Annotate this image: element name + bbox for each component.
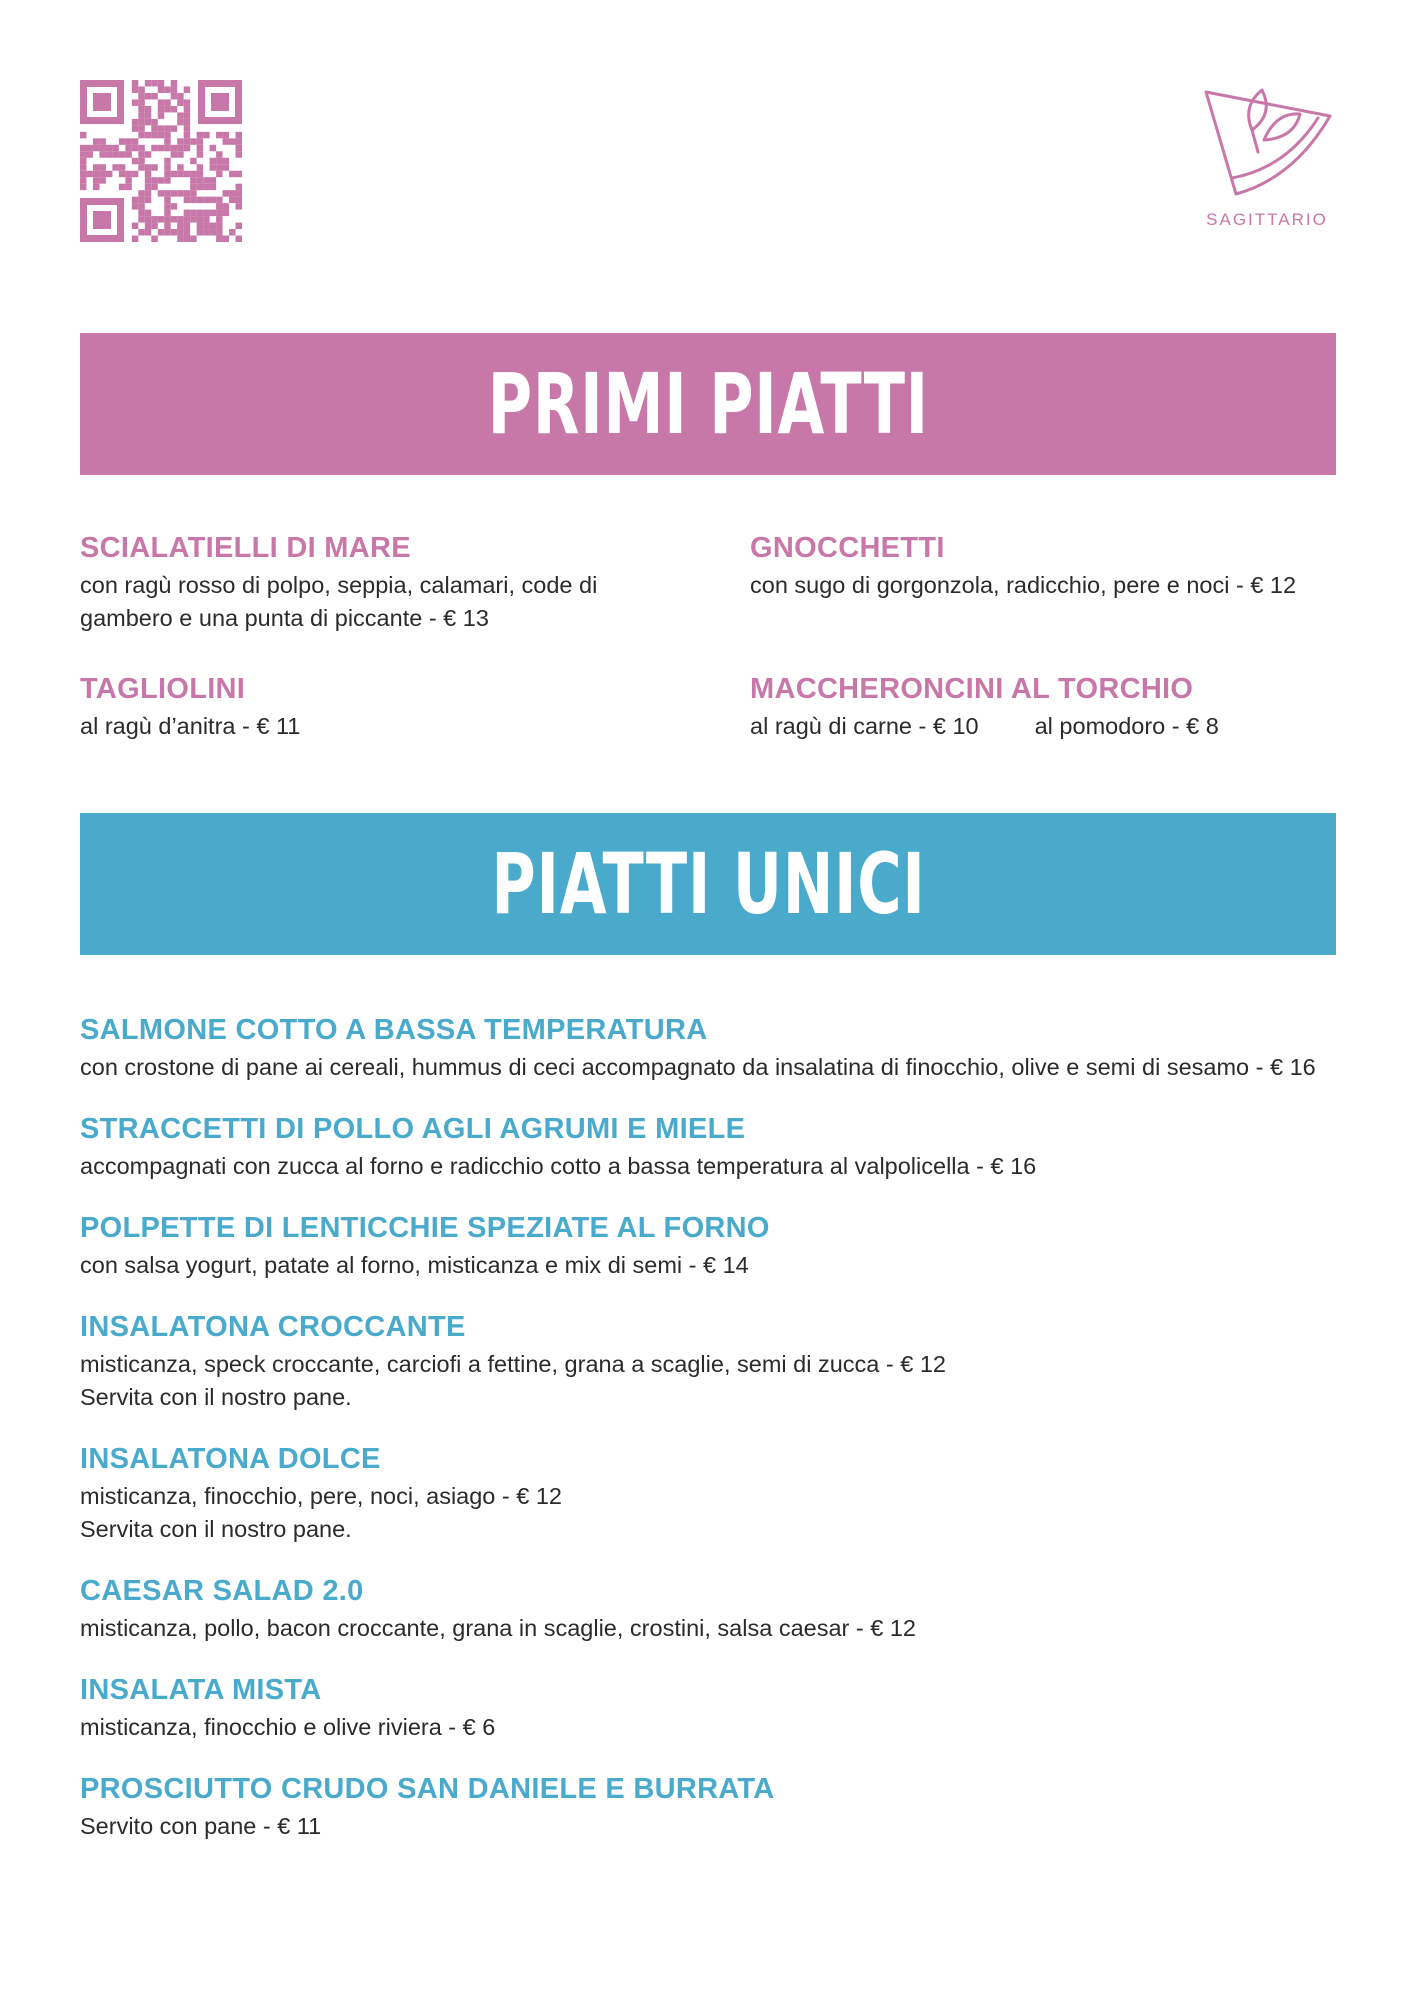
- dish-item: [80, 1575, 1336, 1645]
- dish-description: misticanza, finocchio e olive riviera - € 6: [80, 1714, 496, 1740]
- dish-name: TAGLIOLINI: [80, 673, 246, 705]
- dish-name: POLPETTE DI LENTICCHIE SPEZIATE AL FORNO: [80, 1212, 770, 1244]
- dish-name: INSALATA MISTA: [80, 1674, 322, 1706]
- dish-description: con sugo di gorgonzola, radicchio, pere e noci - € 12: [750, 572, 1297, 598]
- dish-item: [80, 1113, 1336, 1183]
- dish-item: [750, 673, 1330, 743]
- logo-text: SAGITTARIO: [1206, 210, 1328, 229]
- dish-name: SCIALATIELLI DI MARE: [80, 532, 411, 564]
- dish-item: [80, 673, 680, 743]
- dish-note: Servita con il nostro pane.: [80, 1516, 352, 1542]
- piatti-unici-list: [80, 1014, 1336, 1843]
- dish-item: [80, 1443, 1336, 1546]
- primi-piatti-banner: [80, 333, 1336, 475]
- section-title: PRIMI PIATTI: [487, 355, 929, 453]
- dish-option: al pomodoro - € 8: [1034, 713, 1219, 739]
- dish-description: con crostone di pane ai cereali, hummus di ceci accompagnato da insalatina di finocchio, olive e semi di sesamo - € 16: [80, 1054, 1316, 1080]
- dish-item: [80, 1311, 1336, 1414]
- dish-description: misticanza, pollo, bacon croccante, grana in scaglie, crostini, salsa caesar - € 12: [80, 1615, 916, 1641]
- dish-description: misticanza, finocchio, pere, noci, asiago - € 12: [80, 1483, 563, 1509]
- dish-description: al ragù d’anitra - € 11: [80, 713, 301, 739]
- dish-description: con ragù rosso di polpo, seppia, calamari, code di gambero e una punta di piccante - € 13: [80, 572, 598, 631]
- dish-name: CAESAR SALAD 2.0: [80, 1575, 364, 1607]
- dish-item: [80, 1212, 1336, 1282]
- qr-code-icon: [80, 80, 242, 242]
- dish-name: STRACCETTI DI POLLO AGLI AGRUMI E MIELE: [80, 1113, 746, 1145]
- dish-name: INSALATONA DOLCE: [80, 1443, 381, 1475]
- dish-name: MACCHERONCINI AL TORCHIO: [750, 673, 1194, 705]
- dish-note: Servita con il nostro pane.: [80, 1384, 352, 1410]
- dish-description: accompagnati con zucca al forno e radicchio cotto a bassa temperatura al valpolicella - € 16: [80, 1153, 1037, 1179]
- dish-name: SALMONE COTTO A BASSA TEMPERATURA: [80, 1014, 708, 1046]
- dish-name: INSALATONA CROCCANTE: [80, 1311, 466, 1343]
- piatti-unici-banner: [80, 813, 1336, 955]
- dish-option: al ragù di carne - € 10: [750, 713, 979, 739]
- dish-description: [750, 710, 1330, 743]
- dish-item: [80, 1674, 1336, 1744]
- dish-description: con salsa yogurt, patate al forno, misticanza e mix di semi - € 14: [80, 1252, 749, 1278]
- section-title: PIATTI UNICI: [490, 835, 926, 933]
- dish-name: PROSCIUTTO CRUDO SAN DANIELE E BURRATA: [80, 1773, 775, 1805]
- dish-description: Servito con pane - € 11: [80, 1813, 322, 1839]
- dish-item: [80, 1773, 1336, 1843]
- dish-item: [80, 1014, 1336, 1084]
- dish-description: misticanza, speck croccante, carciofi a fettine, grana a scaglie, semi di zucca - € 12: [80, 1351, 946, 1377]
- sagittario-logo-icon: [1202, 76, 1332, 208]
- sagittario-logo: [1196, 76, 1338, 230]
- dish-item: [750, 532, 1310, 602]
- dish-item: [80, 532, 680, 635]
- dish-name: GNOCCHETTI: [750, 532, 945, 564]
